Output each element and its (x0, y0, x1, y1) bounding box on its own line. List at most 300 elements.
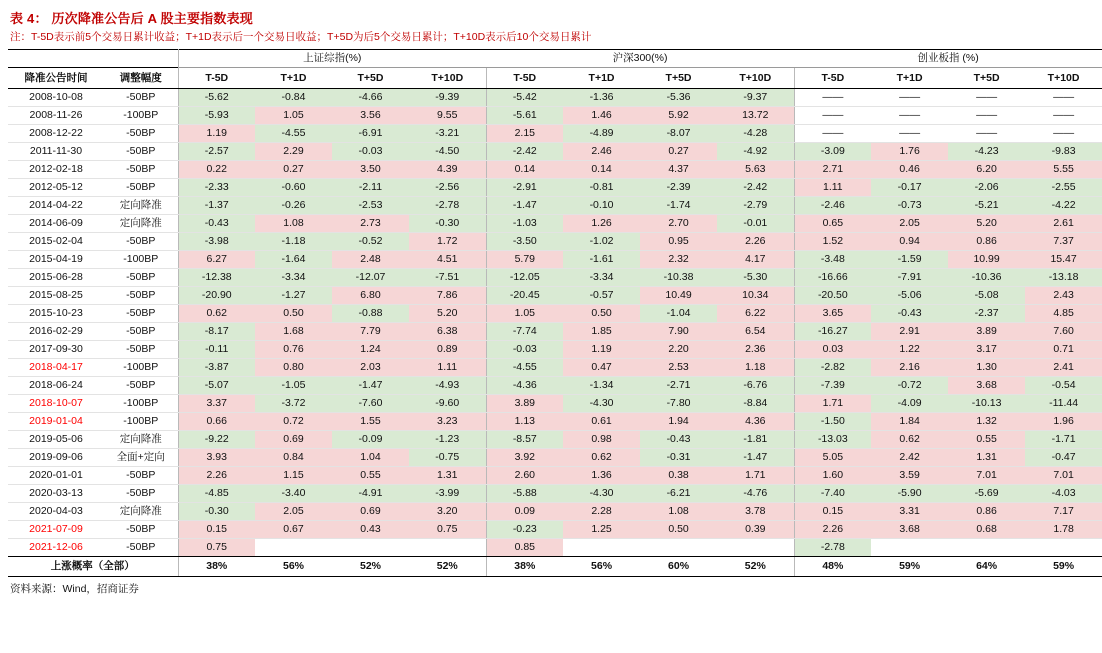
cell-return: 0.50 (563, 305, 640, 323)
table-row (8, 359, 1102, 377)
cell-date: 2008-12-22 (8, 125, 104, 143)
cell-return: 4.51 (409, 251, 486, 269)
cell-return: -3.40 (255, 485, 332, 503)
cell-return: -5.42 (486, 89, 563, 107)
cell-date: 2014-04-22 (8, 197, 104, 215)
cell-return: 0.27 (255, 161, 332, 179)
cell-return: -7.60 (332, 395, 409, 413)
cell-return: 3.23 (409, 413, 486, 431)
cell-return: 1.04 (332, 449, 409, 467)
cell-return: -5.06 (871, 287, 948, 305)
cell-return (563, 539, 640, 557)
cell-return: —— (794, 107, 871, 125)
cell-return: -2.42 (486, 143, 563, 161)
cell-return: 5.92 (640, 107, 717, 125)
cell-return: -5.30 (717, 269, 794, 287)
cell-return: -3.87 (178, 359, 255, 377)
cell-return: -4.36 (486, 377, 563, 395)
cell-return: 0.27 (640, 143, 717, 161)
cell-return: -5.21 (948, 197, 1025, 215)
cell-return: 4.36 (717, 413, 794, 431)
header-magnitude: 调整幅度 (104, 68, 178, 89)
table-row (8, 467, 1102, 485)
footer-value-8: 48% (794, 557, 871, 577)
cell-return: -0.54 (1025, 377, 1102, 395)
cell-magnitude: -100BP (104, 251, 178, 269)
cell-return: -1.59 (871, 251, 948, 269)
footer-label: 上涨概率（全部） (8, 557, 178, 577)
cell-return: -1.47 (332, 377, 409, 395)
cell-return: -0.30 (409, 215, 486, 233)
cell-return: 3.68 (871, 521, 948, 539)
header-col-4: T-5D (486, 68, 563, 89)
cell-return: -7.39 (794, 377, 871, 395)
cell-return: 2.05 (871, 215, 948, 233)
cell-return: -2.91 (486, 179, 563, 197)
header-col-9: T+1D (871, 68, 948, 89)
cell-return (332, 539, 409, 557)
table-row (8, 215, 1102, 233)
table-row (8, 341, 1102, 359)
footer-value-3: 52% (409, 557, 486, 577)
table-foot (8, 557, 1102, 577)
cell-return: -4.23 (948, 143, 1025, 161)
cell-return: 3.50 (332, 161, 409, 179)
cell-magnitude: -50BP (104, 377, 178, 395)
cell-return: -12.05 (486, 269, 563, 287)
cell-return: —— (794, 125, 871, 143)
cell-date: 2015-02-04 (8, 233, 104, 251)
cell-return: -3.34 (563, 269, 640, 287)
cell-date: 2012-05-12 (8, 179, 104, 197)
cell-return: -4.30 (563, 395, 640, 413)
cell-return: 1.19 (178, 125, 255, 143)
cell-return (409, 539, 486, 557)
footer-value-9: 59% (871, 557, 948, 577)
table-row (8, 143, 1102, 161)
cell-return: 2.48 (332, 251, 409, 269)
cell-return: 1.24 (332, 341, 409, 359)
cell-magnitude: -50BP (104, 233, 178, 251)
cell-return: -3.34 (255, 269, 332, 287)
cell-return: 0.86 (948, 503, 1025, 521)
cell-return: -1.36 (563, 89, 640, 107)
cell-magnitude: -50BP (104, 341, 178, 359)
cell-return: 2.61 (1025, 215, 1102, 233)
cell-return (255, 539, 332, 557)
cell-return: 1.72 (409, 233, 486, 251)
cell-return: 2.41 (1025, 359, 1102, 377)
cell-return: 1.18 (717, 359, 794, 377)
cell-return: 6.38 (409, 323, 486, 341)
cell-return: -0.26 (255, 197, 332, 215)
cell-return: -0.60 (255, 179, 332, 197)
cell-return: 0.22 (178, 161, 255, 179)
cell-date: 2008-11-26 (8, 107, 104, 125)
cell-return: -1.61 (563, 251, 640, 269)
cell-return: 0.50 (640, 521, 717, 539)
cell-return: 0.43 (332, 521, 409, 539)
cell-return: -0.01 (717, 215, 794, 233)
cell-return: 0.39 (717, 521, 794, 539)
footer-value-0: 38% (178, 557, 255, 577)
cell-return: -6.21 (640, 485, 717, 503)
table-row (8, 197, 1102, 215)
cell-return: 1.08 (255, 215, 332, 233)
cell-return: 0.38 (640, 467, 717, 485)
footer-value-1: 56% (255, 557, 332, 577)
cell-return: -2.11 (332, 179, 409, 197)
cell-return: 1.13 (486, 413, 563, 431)
table-row (8, 521, 1102, 539)
footer-value-6: 60% (640, 557, 717, 577)
header-col-3: T+10D (409, 68, 486, 89)
cell-date: 2015-04-19 (8, 251, 104, 269)
table-head (8, 50, 1102, 89)
cell-return: -4.89 (563, 125, 640, 143)
cell-return: -4.28 (717, 125, 794, 143)
cell-date: 2019-09-06 (8, 449, 104, 467)
cell-magnitude: -100BP (104, 395, 178, 413)
cell-return: 0.98 (563, 431, 640, 449)
cell-return: 3.31 (871, 503, 948, 521)
cell-return: 1.85 (563, 323, 640, 341)
cell-return: -2.82 (794, 359, 871, 377)
cell-return: 5.55 (1025, 161, 1102, 179)
cell-return: 6.27 (178, 251, 255, 269)
cell-return: -1.02 (563, 233, 640, 251)
cell-return: -2.56 (409, 179, 486, 197)
cell-magnitude: -50BP (104, 539, 178, 557)
cell-return: 2.70 (640, 215, 717, 233)
header-col-10: T+5D (948, 68, 1025, 89)
cell-return: 4.37 (640, 161, 717, 179)
cell-return: 0.03 (794, 341, 871, 359)
cell-date: 2020-01-01 (8, 467, 104, 485)
cell-return: 1.05 (255, 107, 332, 125)
cell-return: -1.18 (255, 233, 332, 251)
cell-return: 0.62 (563, 449, 640, 467)
cell-return: -1.50 (794, 413, 871, 431)
cell-return: 1.31 (409, 467, 486, 485)
cell-return: 2.73 (332, 215, 409, 233)
table-row (8, 413, 1102, 431)
cell-return: 0.75 (178, 539, 255, 557)
footer-value-10: 64% (948, 557, 1025, 577)
cell-return: 1.11 (794, 179, 871, 197)
footer-value-7: 52% (717, 557, 794, 577)
group-header-chinext: 创业板指 (%) (794, 50, 1102, 68)
cell-return: 1.55 (332, 413, 409, 431)
cell-return: -2.39 (640, 179, 717, 197)
cell-date: 2021-07-09 (8, 521, 104, 539)
cell-return: 2.26 (717, 233, 794, 251)
cell-return: -3.99 (409, 485, 486, 503)
cell-return: -13.03 (794, 431, 871, 449)
cell-magnitude: -50BP (104, 125, 178, 143)
footer-value-2: 52% (332, 557, 409, 577)
cell-magnitude: -50BP (104, 161, 178, 179)
header-col-8: T-5D (794, 68, 871, 89)
cell-return: 2.20 (640, 341, 717, 359)
cell-return: 1.68 (255, 323, 332, 341)
cell-return: 0.75 (409, 521, 486, 539)
cell-return (871, 539, 948, 557)
group-empty-1 (8, 50, 104, 68)
cell-date: 2008-10-08 (8, 89, 104, 107)
figure-title: 表 4： 历次降准公告后 A 股主要指数表现 (10, 11, 253, 26)
table-row (8, 107, 1102, 125)
cell-return: -0.03 (332, 143, 409, 161)
cell-return: -4.85 (178, 485, 255, 503)
cell-return: 1.71 (794, 395, 871, 413)
cell-date: 2020-03-13 (8, 485, 104, 503)
cell-return: 0.76 (255, 341, 332, 359)
cell-return: —— (871, 89, 948, 107)
header-col-6: T+5D (640, 68, 717, 89)
cell-return: -11.44 (1025, 395, 1102, 413)
cell-return: 9.55 (409, 107, 486, 125)
cell-return: -4.76 (717, 485, 794, 503)
cell-return: 0.69 (332, 503, 409, 521)
cell-return: -9.22 (178, 431, 255, 449)
cell-return: 5.20 (948, 215, 1025, 233)
cell-return: -9.83 (1025, 143, 1102, 161)
cell-return: —— (871, 107, 948, 125)
cell-return: -0.03 (486, 341, 563, 359)
cell-return: 2.43 (1025, 287, 1102, 305)
cell-return: -4.66 (332, 89, 409, 107)
cell-return: 4.85 (1025, 305, 1102, 323)
cell-return: -2.46 (794, 197, 871, 215)
cell-return: 3.89 (486, 395, 563, 413)
cell-return: -2.57 (178, 143, 255, 161)
cell-return: 6.20 (948, 161, 1025, 179)
cell-date: 2015-10-23 (8, 305, 104, 323)
table-row (8, 179, 1102, 197)
cell-return: -5.93 (178, 107, 255, 125)
cell-return: 1.30 (948, 359, 1025, 377)
cell-return: -1.74 (640, 197, 717, 215)
cell-return: 7.37 (1025, 233, 1102, 251)
cell-return: 1.11 (409, 359, 486, 377)
footer-value-4: 38% (486, 557, 563, 577)
cell-return: 1.78 (1025, 521, 1102, 539)
cell-return: -6.91 (332, 125, 409, 143)
cell-return: -0.09 (332, 431, 409, 449)
cell-magnitude: 定向降准 (104, 197, 178, 215)
cell-return: -1.47 (486, 197, 563, 215)
cell-return: 0.14 (563, 161, 640, 179)
cell-return: 3.17 (948, 341, 1025, 359)
cell-magnitude: -50BP (104, 269, 178, 287)
cell-return: 2.15 (486, 125, 563, 143)
cell-return: 3.59 (871, 467, 948, 485)
cell-return: -7.40 (794, 485, 871, 503)
cell-return: -0.43 (871, 305, 948, 323)
cell-return: 0.15 (178, 521, 255, 539)
cell-return: -2.42 (717, 179, 794, 197)
cell-return: -4.30 (563, 485, 640, 503)
cell-return: -10.13 (948, 395, 1025, 413)
cell-return: 6.80 (332, 287, 409, 305)
cell-return: 0.61 (563, 413, 640, 431)
cell-return: 0.67 (255, 521, 332, 539)
cell-return: -1.04 (640, 305, 717, 323)
cell-return: 2.26 (178, 467, 255, 485)
cell-return: 2.91 (871, 323, 948, 341)
cell-return: 1.26 (563, 215, 640, 233)
cell-date: 2015-06-28 (8, 269, 104, 287)
cell-return: -2.78 (409, 197, 486, 215)
footer-row (8, 557, 1102, 577)
cell-return: -0.30 (178, 503, 255, 521)
cell-return: -0.88 (332, 305, 409, 323)
cell-return: 1.52 (794, 233, 871, 251)
cell-return: -0.81 (563, 179, 640, 197)
cell-return: 2.42 (871, 449, 948, 467)
cell-return: 7.60 (1025, 323, 1102, 341)
cell-return: -4.92 (717, 143, 794, 161)
cell-return: 10.99 (948, 251, 1025, 269)
cell-return: 7.01 (948, 467, 1025, 485)
cell-return: 2.71 (794, 161, 871, 179)
cell-magnitude: -50BP (104, 323, 178, 341)
cell-magnitude: 定向降准 (104, 431, 178, 449)
cell-return: 1.84 (871, 413, 948, 431)
cell-return: -2.55 (1025, 179, 1102, 197)
cell-return: 0.68 (948, 521, 1025, 539)
cell-return: 2.60 (486, 467, 563, 485)
cell-return: 1.15 (255, 467, 332, 485)
table-row (8, 485, 1102, 503)
cell-return: —— (1025, 107, 1102, 125)
cell-return: -1.34 (563, 377, 640, 395)
cell-return: -0.31 (640, 449, 717, 467)
cell-return: 1.76 (871, 143, 948, 161)
returns-table (8, 49, 1102, 577)
cell-return: 0.80 (255, 359, 332, 377)
cell-return: 0.55 (332, 467, 409, 485)
cell-return: 1.32 (948, 413, 1025, 431)
header-col-11: T+10D (1025, 68, 1102, 89)
cell-return: -3.72 (255, 395, 332, 413)
cell-return: 1.05 (486, 305, 563, 323)
cell-date: 2014-06-09 (8, 215, 104, 233)
cell-return: -1.03 (486, 215, 563, 233)
cell-return: 0.66 (178, 413, 255, 431)
cell-return: 3.37 (178, 395, 255, 413)
cell-return: 1.19 (563, 341, 640, 359)
cell-return (640, 539, 717, 557)
cell-return: 5.63 (717, 161, 794, 179)
cell-return: -8.17 (178, 323, 255, 341)
cell-magnitude: -100BP (104, 359, 178, 377)
cell-return: -1.37 (178, 197, 255, 215)
cell-return: —— (1025, 89, 1102, 107)
cell-return: 2.29 (255, 143, 332, 161)
cell-return: -12.38 (178, 269, 255, 287)
cell-return: -5.62 (178, 89, 255, 107)
cell-return: -2.37 (948, 305, 1025, 323)
header-col-1: T+1D (255, 68, 332, 89)
cell-return: 4.39 (409, 161, 486, 179)
table-row (8, 125, 1102, 143)
cell-return: —— (948, 125, 1025, 143)
cell-return: -3.21 (409, 125, 486, 143)
group-header-csi300: 沪深300(%) (486, 50, 794, 68)
cell-return: -8.57 (486, 431, 563, 449)
cell-return: -10.36 (948, 269, 1025, 287)
table-row (8, 503, 1102, 521)
cell-return: -8.07 (640, 125, 717, 143)
cell-return: 1.46 (563, 107, 640, 125)
cell-return: 6.22 (717, 305, 794, 323)
cell-return: -7.80 (640, 395, 717, 413)
cell-date: 2016-02-29 (8, 323, 104, 341)
cell-return: 2.03 (332, 359, 409, 377)
footer-value-5: 56% (563, 557, 640, 577)
cell-return: 10.34 (717, 287, 794, 305)
cell-return: -0.52 (332, 233, 409, 251)
cell-return: 7.17 (1025, 503, 1102, 521)
cell-return: 2.53 (640, 359, 717, 377)
cell-return: 1.60 (794, 467, 871, 485)
cell-return: -10.38 (640, 269, 717, 287)
cell-return: —— (948, 107, 1025, 125)
cell-magnitude: -50BP (104, 521, 178, 539)
cell-return: 1.96 (1025, 413, 1102, 431)
cell-return: 0.62 (871, 431, 948, 449)
cell-return: 13.72 (717, 107, 794, 125)
cell-date: 2017-09-30 (8, 341, 104, 359)
cell-return: -20.50 (794, 287, 871, 305)
cell-return: 2.46 (563, 143, 640, 161)
cell-return: -0.43 (178, 215, 255, 233)
cell-date: 2015-08-25 (8, 287, 104, 305)
cell-return: 3.56 (332, 107, 409, 125)
cell-magnitude: -50BP (104, 143, 178, 161)
cell-return: -5.69 (948, 485, 1025, 503)
header-col-5: T+1D (563, 68, 640, 89)
cell-return: -5.36 (640, 89, 717, 107)
cell-return: -7.51 (409, 269, 486, 287)
cell-return: 4.17 (717, 251, 794, 269)
cell-return: 3.89 (948, 323, 1025, 341)
cell-return: 0.55 (948, 431, 1025, 449)
cell-return: -2.53 (332, 197, 409, 215)
header-col-7: T+10D (717, 68, 794, 89)
header-col-2: T+5D (332, 68, 409, 89)
cell-return: 0.09 (486, 503, 563, 521)
cell-return: -0.11 (178, 341, 255, 359)
cell-return: 2.36 (717, 341, 794, 359)
cell-date: 2019-05-06 (8, 431, 104, 449)
cell-return: -2.06 (948, 179, 1025, 197)
cell-return: -0.17 (871, 179, 948, 197)
cell-return: 0.65 (794, 215, 871, 233)
header-date: 降准公告时间 (8, 68, 104, 89)
cell-return: -1.27 (255, 287, 332, 305)
table-row (8, 287, 1102, 305)
table-row (8, 233, 1102, 251)
cell-return: 6.54 (717, 323, 794, 341)
group-empty-2 (104, 50, 178, 68)
cell-magnitude: 定向降准 (104, 215, 178, 233)
cell-return: -2.33 (178, 179, 255, 197)
table-row (8, 395, 1102, 413)
cell-return: -5.08 (948, 287, 1025, 305)
